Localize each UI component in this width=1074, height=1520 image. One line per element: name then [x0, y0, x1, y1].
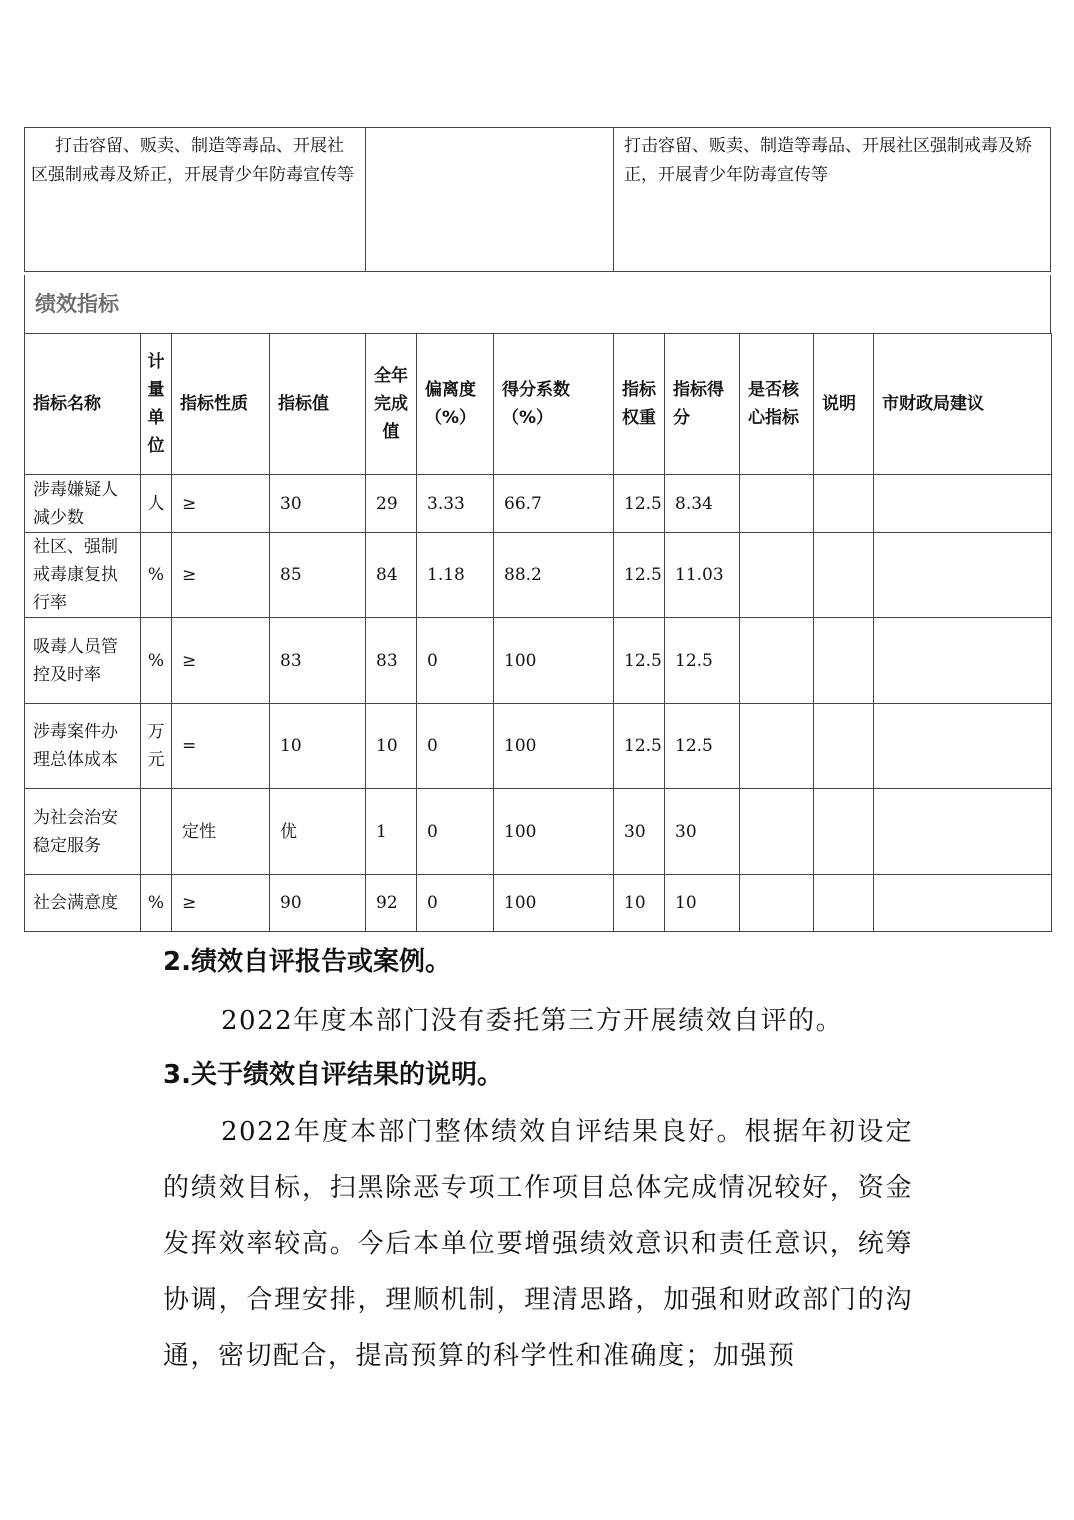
indicator-weight: 10: [614, 875, 665, 932]
table-row: [25, 618, 1052, 704]
indicator-nature: ≥: [172, 475, 270, 533]
report-paragraph-result: 2022年度本部门整体绩效自评结果良好。根据年初设定的绩效目标，扫黑除恶专项工作项目总体完成情况较好，资金发挥效率较高。今后本单位要增强绩效意识和责任意识，统筹协调，合理安排，理顺机制，理清思路，加强和财政部门的沟通，密切配合，提高预算的科学性和准确度；加强预: [163, 1117, 913, 1371]
table-row: [25, 128, 1051, 272]
indicator-note: [814, 875, 874, 932]
col-header-score: 指标得分: [665, 334, 740, 475]
indicator-core: [740, 704, 814, 789]
indicator-deviation: 0: [417, 789, 494, 875]
empty-cell: [366, 128, 614, 272]
col-header-weight: 指标权重: [614, 334, 665, 475]
indicator-name: 涉毒嫌疑人减少数: [25, 475, 141, 533]
indicator-coef: 100: [494, 704, 614, 789]
indicator-nature: ≥: [172, 875, 270, 932]
table-header-row: [25, 334, 1052, 475]
col-header-core: 是否核心指标: [740, 334, 814, 475]
col-header-actual: 全年完成值: [366, 334, 417, 475]
table-row: [25, 875, 1052, 932]
indicator-note: [814, 789, 874, 875]
indicator-name: 为社会治安稳定服务: [25, 789, 141, 875]
indicator-weight: 12.5: [614, 704, 665, 789]
col-header-name: 指标名称: [25, 334, 141, 475]
indicator-target: 优: [270, 789, 366, 875]
indicator-core: [740, 789, 814, 875]
col-header-note: 说明: [814, 334, 874, 475]
indicator-score: 8.34: [665, 475, 740, 533]
indicator-coef: 100: [494, 618, 614, 704]
indicator-unit: %: [141, 618, 172, 704]
indicator-target: 83: [270, 618, 366, 704]
indicator-core: [740, 475, 814, 533]
indicator-table: [24, 333, 1052, 932]
indicator-score: 12.5: [665, 704, 740, 789]
report-heading-result: 3.关于绩效自评结果的说明。: [163, 1060, 503, 1090]
indicator-name: 涉毒案件办理总体成本: [25, 704, 141, 789]
indicator-name: 社会满意度: [25, 875, 141, 932]
indicator-actual: 29: [366, 475, 417, 533]
indicator-actual: 1: [366, 789, 417, 875]
target-description-cell: 打击容留、贩卖、制造等毒品、开展社区强制戒毒及矫正，开展青少年防毒宣传等: [25, 128, 366, 272]
indicator-coef: 100: [494, 789, 614, 875]
indicator-deviation: 0: [417, 704, 494, 789]
indicator-note: [814, 533, 874, 618]
target-table: [24, 127, 1051, 272]
col-header-coef: 得分系数（%）: [494, 334, 614, 475]
indicator-note: [814, 704, 874, 789]
table-row: [25, 475, 1052, 533]
indicator-nature: =: [172, 704, 270, 789]
indicator-coef: 88.2: [494, 533, 614, 618]
indicator-weight: 12.5: [614, 533, 665, 618]
indicator-actual: 83: [366, 618, 417, 704]
indicator-unit: 人: [141, 475, 172, 533]
col-header-target: 指标值: [270, 334, 366, 475]
col-header-nature: 指标性质: [172, 334, 270, 475]
indicator-target: 30: [270, 475, 366, 533]
indicator-nature: 定性: [172, 789, 270, 875]
indicator-nature: ≥: [172, 618, 270, 704]
section-title: 绩效指标: [24, 275, 1051, 334]
indicator-note: [814, 475, 874, 533]
indicator-weight: 30: [614, 789, 665, 875]
col-header-deviation: 偏离度（%）: [417, 334, 494, 475]
indicator-coef: 66.7: [494, 475, 614, 533]
indicator-note: [814, 618, 874, 704]
indicator-score: 30: [665, 789, 740, 875]
indicator-deviation: 0: [417, 875, 494, 932]
indicator-target: 10: [270, 704, 366, 789]
indicator-score: 10: [665, 875, 740, 932]
indicator-unit: [141, 789, 172, 875]
indicator-weight: 12.5: [614, 618, 665, 704]
indicator-advice: [874, 533, 1052, 618]
table-row: [25, 789, 1052, 875]
indicator-nature: ≥: [172, 533, 270, 618]
col-header-advice: 市财政局建议: [874, 334, 1052, 475]
indicator-score: 11.03: [665, 533, 740, 618]
indicator-core: [740, 875, 814, 932]
report-paragraph-case: 2022年度本部门没有委托第三方开展绩效自评的。: [221, 1006, 844, 1036]
indicator-unit: %: [141, 875, 172, 932]
indicator-deviation: 1.18: [417, 533, 494, 618]
indicator-advice: [874, 704, 1052, 789]
indicator-weight: 12.5: [614, 475, 665, 533]
col-header-unit: 计量单位: [141, 334, 172, 475]
indicator-score: 12.5: [665, 618, 740, 704]
indicator-unit: %: [141, 533, 172, 618]
indicator-target: 85: [270, 533, 366, 618]
indicator-advice: [874, 789, 1052, 875]
indicator-unit: 万元: [141, 704, 172, 789]
indicator-advice: [874, 475, 1052, 533]
indicator-name: 吸毒人员管控及时率: [25, 618, 141, 704]
table-row: [25, 533, 1052, 618]
actual-description-cell: 打击容留、贩卖、制造等毒品、开展社区强制戒毒及矫正，开展青少年防毒宣传等: [614, 128, 1051, 272]
table-row: [25, 704, 1052, 789]
indicator-actual: 84: [366, 533, 417, 618]
indicator-core: [740, 533, 814, 618]
indicator-name: 社区、强制戒毒康复执行率: [25, 533, 141, 618]
indicator-advice: [874, 618, 1052, 704]
indicator-deviation: 0: [417, 618, 494, 704]
indicator-deviation: 3.33: [417, 475, 494, 533]
indicator-core: [740, 618, 814, 704]
report-heading-case: 2.绩效自评报告或案例。: [163, 947, 451, 977]
indicator-actual: 10: [366, 704, 417, 789]
indicator-target: 90: [270, 875, 366, 932]
indicator-coef: 100: [494, 875, 614, 932]
indicator-actual: 92: [366, 875, 417, 932]
indicator-advice: [874, 875, 1052, 932]
